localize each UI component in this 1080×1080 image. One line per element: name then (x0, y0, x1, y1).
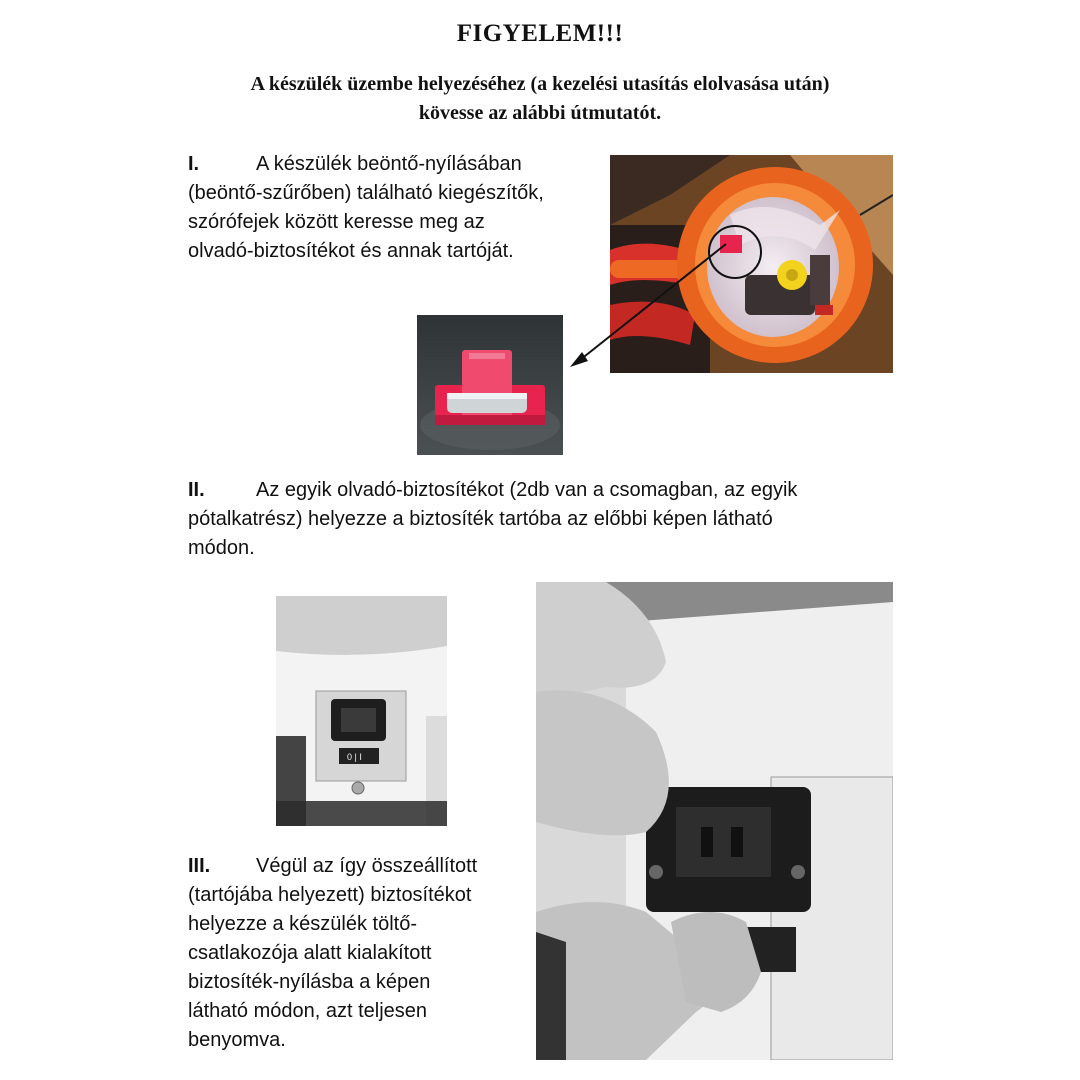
step-3-line-5: biztosíték-nyílásba a képen (188, 971, 431, 993)
step-2 (188, 476, 908, 563)
step-3-line-4: csatlakozója alatt kialakított (188, 942, 432, 964)
page-title: FIGYELEM!!! (456, 20, 624, 47)
step-1-line-3: szórófejek között keresse meg az (188, 211, 485, 233)
subtitle-line-1: A készülék üzembe helyezéséhez (a kezelési utasítás elolvasása után) (250, 73, 830, 95)
pointer-arrow (560, 240, 730, 370)
device-socket-photo (276, 596, 447, 826)
svg-text:0 | I: 0 | I (347, 752, 362, 762)
step-3-line-3: helyezze a készülék töltő- (188, 913, 418, 935)
step-2-number: II. (188, 479, 205, 501)
step-2-line-3: módon. (188, 537, 255, 559)
step-3-line-1: Végül az így összeállított (256, 855, 478, 877)
step-3-line-6: látható módon, azt teljesen (188, 1000, 428, 1022)
fuse-insertion-photo (536, 582, 893, 1060)
step-1-line-1: A készülék beöntő-nyílásában (256, 153, 522, 175)
step-1 (188, 150, 608, 266)
subtitle-line-2: kövesse az alábbi útmutatót. (418, 102, 662, 124)
step-1-line-2: (beöntő-szűrőben) található kiegészítők, (188, 182, 544, 204)
step-1-line-4: olvadó-biztosítékot és annak tartóját. (188, 240, 514, 262)
step-3-number: III. (188, 855, 211, 877)
step-2-line-1: Az egyik olvadó-biztosítékot (2db van a csomagban, az egyik (256, 479, 798, 501)
step-1-number: I. (188, 153, 200, 175)
step-3-line-7: benyomva. (188, 1029, 286, 1051)
step-2-line-2: pótalkatrész) helyezze a biztosíték tartóba az előbbi képen látható (188, 508, 773, 530)
fuse-holder-photo (417, 315, 563, 455)
page-subtitle (150, 70, 930, 128)
step-3 (188, 852, 528, 1055)
step-3-line-2: (tartójába helyezett) biztosítékot (188, 884, 472, 906)
